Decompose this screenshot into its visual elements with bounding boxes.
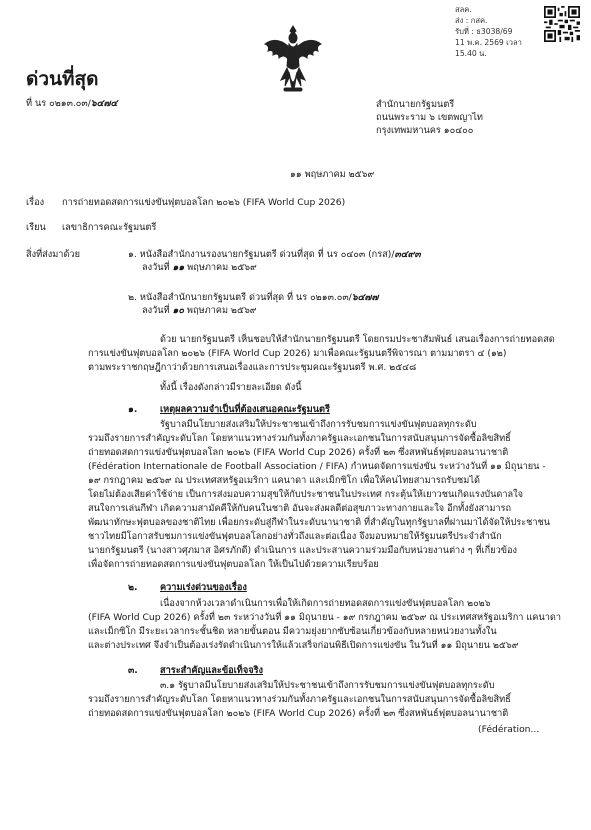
section-1-number: ๑. <box>128 404 138 415</box>
subject-text: การถ่ายทอดสดการแข่งขันฟุตบอลโลก ๒๐๒๖ (FIFA World Cup 2026) <box>62 197 346 208</box>
office-city: กรุงเทพมหานคร ๑๐๔๐๐ <box>376 125 474 136</box>
section-2-line: เนื่องจากห้วงเวลาดำเนินการเพื่อให้เกิดการถ่ายทอดสดการแข่งขันฟุตบอลโลก ๒๐๒๖ <box>160 598 491 609</box>
to-text: เลขาธิการคณะรัฐมนตรี <box>62 222 157 233</box>
section-1-line: ๑๙ กรกฎาคม ๒๕๖๙ ณ ประเทศสหรัฐอเมริกา แคนาดา และเม็กซิโก เพื่อให้คนไทยสามารถรับชมได้ <box>88 475 480 486</box>
section-1-line: รัฐบาลมีนโยบายส่งเสริมให้ประชาชนเข้าถึงการรับชมการแข่งขันฟุตบอลทุกระดับ <box>160 419 477 430</box>
enclosure-1-number-handwritten: ๓๔๙๓ <box>394 249 421 260</box>
section-1-line: ถ่ายทอดสดการแข่งขันฟุตบอลโลก ๒๐๒๖ (FIFA World Cup 2026) ครั้งที่ ๒๓ ซึ่งสหพันธ์ฟุตบอลนานาชาติ <box>88 447 509 458</box>
section-1-line: (Fédération Internationale de Football Association / FIFA) กำหนดจัดการแข่งขัน ระหว่างวันที่ ๑๑ มิถุนายน - <box>88 461 546 472</box>
enclosure-1-date-label: ลงวันที่ <box>142 262 170 273</box>
section-3-line: ถ่ายทอดสดการแข่งขันฟุตบอลโลก ๒๐๒๖ (FIFA World Cup 2026) ครั้งที่ ๒๓ ซึ่งสหพันธ์ฟุตบอลนานาชาติ <box>88 708 509 719</box>
office-street: ถนนพระราม ๖ เขตพญาไท <box>376 112 483 123</box>
enclosure-1 <box>128 248 421 274</box>
office-address <box>376 98 483 137</box>
enclosure-2-text: ๒. หนังสือสำนักนายกรัฐมนตรี ด่วนที่สุด ที่ นร ๐๒๑๓.๐๓/ <box>128 292 352 303</box>
receipt-stamp <box>455 4 537 82</box>
enclosure-1-text: ๑. หนังสือสำนักงานรองนายกรัฐมนตรี ด่วนที่สุด ที่ นร ๐๔๐๓ (กรส)/ <box>128 249 395 260</box>
section-3-line: ๓.๑ รัฐบาลมีนโยบายส่งเสริมให้ประชาชนเข้าถึงการรับชมการแข่งขันฟุตบอลทุกระดับ <box>160 680 495 691</box>
section-3-title: สาระสำคัญและข้อเท็จจริง <box>160 665 264 676</box>
office-name: สำนักนายกรัฐมนตรี <box>376 99 455 110</box>
enclosures-label: สิ่งที่ส่งมาด้วย <box>26 249 80 260</box>
document-date: ๑๑ พฤษภาคม ๒๕๖๙ <box>290 169 375 180</box>
enclosure-2-day-handwritten: ๑๐ <box>172 305 184 316</box>
urgent-heading: ด่วนที่สุด <box>26 68 99 90</box>
stamp-line-1: สลค. <box>455 5 472 14</box>
enclosure-2-date-rest: พฤษภาคม ๒๕๖๙ <box>186 305 257 316</box>
section-3-line: รวมถึงรายการสำคัญระดับโลก โดยหาแนวทางร่วมกันทั้งภาครัฐและเอกชนในการสนับสนุนการจัดซื้อลิขสิทธิ์ <box>88 694 511 705</box>
qr-code-icon <box>544 6 580 42</box>
section-2-line: (FIFA World Cup 2026) ครั้งที่ ๒๓ ระหว่างวันที่ ๑๑ มิถุนายน - ๑๙ กรกฎาคม ๒๕๖๙ ณ ประเทศสหรัฐอเมริกา แคนาดา <box>88 612 562 623</box>
section-1-title: เหตุผลความจำเป็นที่ต้องเสนอคณะรัฐมนตรี <box>160 404 330 415</box>
stamp-line-3: รับที่ : ธ3038/69 <box>455 27 513 36</box>
enclosure-2 <box>128 291 378 317</box>
enclosure-1-date-rest: พฤษภาคม ๒๕๖๙ <box>187 262 257 273</box>
document-number-prefix: ที่ นร ๐๒๑๓.๐๓/ <box>26 98 91 109</box>
section-2-line: และเม็กซิโก มีระยะเวลากระชั้นชิด หลายขั้นตอน มีความยุ่งยากซับซ้อนเกี่ยวข้องกับหลายหน่วยงานทั้งใน <box>88 626 497 637</box>
section-2-title: ความเร่งด่วนของเรื่อง <box>160 582 247 593</box>
intro-line-1: ด้วย นายกรัฐมนตรี เห็นชอบให้สำนักนายกรัฐมนตรี โดยกรมประชาสัมพันธ์ เสนอเรื่องการถ่ายทอดสด <box>160 334 555 345</box>
document-number <box>26 97 117 110</box>
section-1-line: โดยไม่ต้องเสียค่าใช้จ่าย เป็นการส่งมอบความสุขให้กับประชาชนในประเทศ กระตุ้นให้เยาวชนเกิดแรงบันดาลใจ <box>88 489 524 500</box>
document-number-handwritten: ๖๔๗๔ <box>90 98 118 109</box>
stamp-line-2: ส่ง : กสค. <box>455 16 488 25</box>
enclosure-2-number-handwritten: ๖๔๗๗ <box>351 292 379 303</box>
section-1-line: รวมถึงรายการสำคัญระดับโลก โดยหาแนวทางร่วมกันทั้งภาครัฐและเอกชนในการสนับสนุนการจัดซื้อลิขสิทธิ์ <box>88 433 511 444</box>
intro-line-4: ทั้งนี้ เรื่องดังกล่าวมีรายละเอียด ดังนี้ <box>160 382 302 393</box>
intro-line-3: ตามพระราชกฤษฎีกาว่าด้วยการเสนอเรื่องและการประชุมคณะรัฐมนตรี พ.ศ. ๒๕๔๘ <box>88 362 417 373</box>
section-2-number: ๒. <box>128 582 138 593</box>
section-1-line: ชาวไทยมีโอกาสรับชมการแข่งขันฟุตบอลโลกอย่างทั่วถึงและต่อเนื่อง จึงมอบหมายให้รัฐมนตรีประจำสำนัก <box>88 531 502 542</box>
section-2-line: และต่างประเทศ จึงจำเป็นต้องเร่งรัดดำเนินการให้แล้วเสร็จก่อนพิธีเปิดการแข่งขัน ในวันที่ ๑๑ มิถุนายน ๒๕๖๙ <box>88 640 519 651</box>
stamp-line-4: 11 พ.ค. 2569 เวลา 15.40 น. <box>455 38 522 58</box>
enclosure-1-day-handwritten: ๑๑ <box>172 262 185 273</box>
section-1-line: เพื่อจัดการถ่ายทอดสดการแข่งขันฟุตบอลโลก ให้เป็นไปด้วยความเรียบร้อย <box>88 559 379 570</box>
section-1-line: พัฒนาทักษะฟุตบอลของชาติไทย เพื่อยกระดับสู่กีฬาในระดับนานาชาติ ที่สำคัญในทุกรัฐบาลที่ผ่านมาได้จัดให้ประชาชน <box>88 517 551 528</box>
intro-line-2: การแข่งขันฟุตบอลโลก ๒๐๒๖ (FIFA World Cup 2026) มาเพื่อคณะรัฐมนตรีพิจารณา ตามมาตรา ๔ (๑๒) <box>88 348 507 359</box>
to-label: เรียน <box>26 222 46 233</box>
section-1-line: สนใจการเล่นกีฬา เกิดความสามัคคีให้กับคนในชาติ อันจะส่งผลดีต่อสุขภาวะทางกายและใจ อีกทั้งยังสามารถ <box>88 503 512 514</box>
subject-label: เรื่อง <box>26 197 45 208</box>
section-3-number: ๓. <box>128 665 138 676</box>
section-1-line: นายกรัฐมนตรี (นางสาวศุภมาส อิศรภักดี) ดำเนินการ และประสานความร่วมมือกับหน่วยงานต่าง ๆ ที่เกี่ยวข้อง <box>88 545 518 556</box>
enclosure-2-date-label: ลงวันที่ <box>142 305 170 316</box>
garuda-emblem-icon <box>262 24 324 96</box>
continued-marker: (Fédération... <box>478 724 540 735</box>
